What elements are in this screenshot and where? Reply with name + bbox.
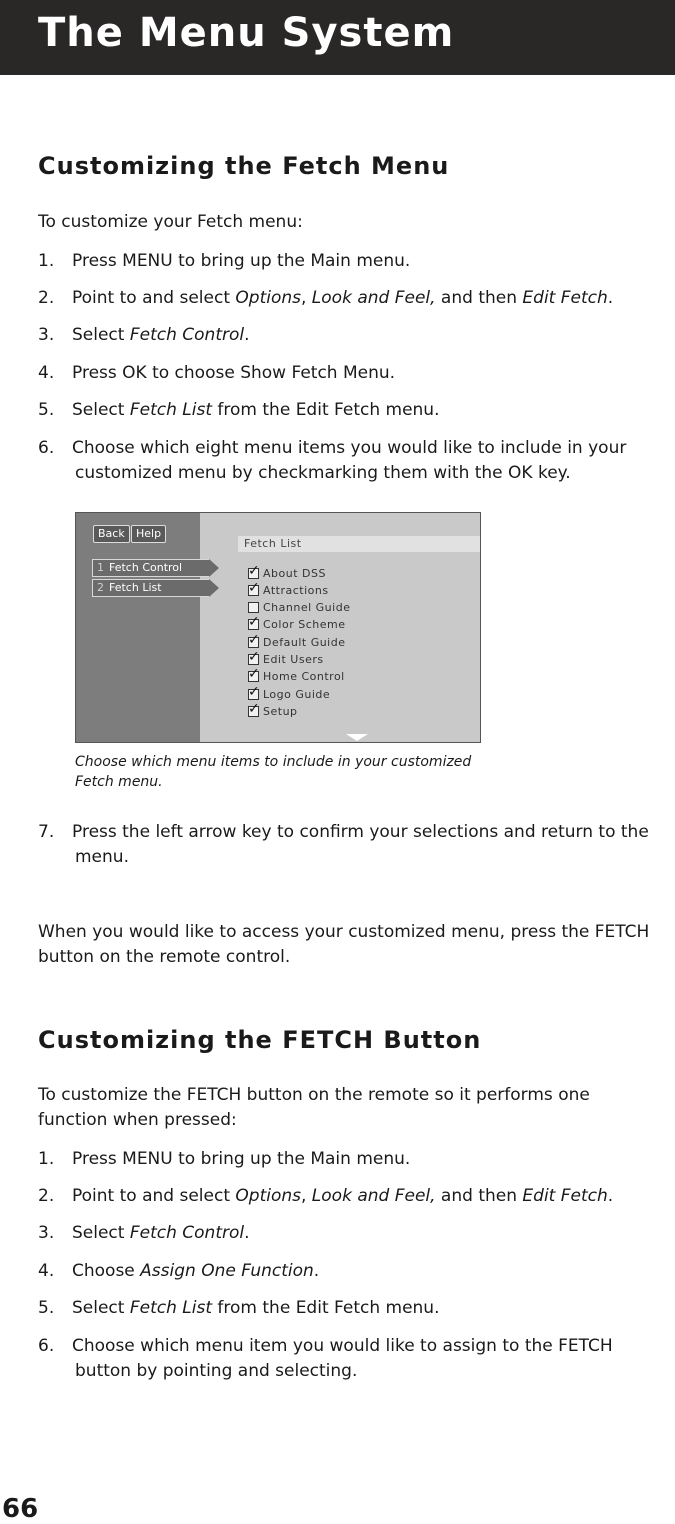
list-item-label: Color Scheme — [263, 618, 346, 631]
checkmark-icon: ✓ — [248, 701, 261, 717]
step-text: Press the left arrow key to confirm your selections and return to the — [72, 822, 649, 842]
list-item[interactable] — [248, 701, 298, 721]
nav-number: 2 — [97, 581, 104, 594]
list-item-label: About DSS — [263, 567, 326, 580]
step-item — [38, 820, 668, 870]
step-text: Choose — [72, 1261, 141, 1281]
step-number: 2. — [38, 288, 55, 308]
step-text: Press MENU to bring up the Main menu. — [72, 251, 411, 271]
step-number: 4. — [38, 363, 55, 383]
screen-left-panel — [76, 513, 200, 742]
checkmark-icon: ✓ — [248, 563, 261, 579]
step-item — [38, 1259, 668, 1284]
list-item-label: Edit Users — [263, 653, 324, 666]
step-item — [38, 249, 668, 274]
step-number: 1. — [38, 1149, 55, 1169]
step-text: from the Edit Fetch menu. — [212, 400, 440, 420]
list-item-label: Attractions — [263, 584, 329, 597]
checkbox[interactable] — [248, 649, 261, 665]
step-emphasis: Fetch List — [129, 400, 213, 420]
nav-label: Fetch Control — [109, 561, 183, 574]
back-button[interactable]: Back — [93, 525, 130, 543]
step-text: and then — [435, 1186, 523, 1206]
step-text: Select — [72, 1298, 130, 1318]
step-item — [38, 398, 668, 423]
step-item — [38, 286, 668, 311]
intro-text: To customize your Fetch menu: — [38, 212, 303, 232]
step-number: 5. — [38, 1298, 55, 1318]
checkbox[interactable] — [248, 701, 261, 717]
checkbox[interactable] — [248, 580, 261, 596]
list-item-label: Setup — [263, 705, 298, 718]
checkbox[interactable] — [248, 602, 259, 613]
step-text-continued: menu. — [75, 847, 129, 867]
nav-number: 1 — [97, 561, 104, 574]
step-number: 2. — [38, 1186, 55, 1206]
checkmark-icon: ✓ — [248, 649, 261, 665]
step-text: . — [313, 1261, 320, 1281]
step-number: 5. — [38, 400, 55, 420]
step-number: 3. — [38, 325, 55, 345]
step-number: 7. — [38, 822, 55, 842]
nav-pointer-arrow — [209, 559, 219, 577]
step-text: . — [244, 325, 250, 345]
list-item-label: Home Control — [263, 670, 345, 683]
step-emphasis: Fetch List — [129, 1298, 213, 1318]
step-number: 6. — [38, 438, 55, 458]
help-button[interactable]: Help — [131, 525, 166, 543]
step-number: 6. — [38, 1336, 55, 1356]
step-text: Point to and select — [72, 288, 236, 308]
section-title-fetch-menu: Customizing the Fetch Menu — [38, 152, 450, 180]
step-text-continued: button by pointing and selecting. — [75, 1361, 358, 1381]
page-number: 66 — [2, 1494, 39, 1524]
outro-line: button on the remote control. — [38, 947, 291, 967]
step-text: Select — [72, 325, 130, 345]
step-emphasis: Edit Fetch — [522, 288, 608, 308]
outro-line: When you would like to access your customized menu, press the FETCH — [38, 922, 650, 942]
step-emphasis: Look and Feel, — [311, 1186, 436, 1206]
checkmark-icon: ✓ — [248, 684, 261, 700]
scroll-down-arrow-icon — [346, 734, 368, 741]
page-title: The Menu System — [38, 10, 455, 56]
list-item-label: Logo Guide — [263, 688, 331, 701]
step-text: , — [300, 1186, 312, 1206]
step-item — [38, 1184, 668, 1209]
step-item — [38, 1296, 668, 1321]
step-emphasis: Options — [235, 1186, 301, 1206]
list-item[interactable] — [248, 600, 350, 617]
checkmark-icon: ✓ — [248, 614, 261, 630]
list-item[interactable] — [248, 632, 346, 652]
step-item — [38, 1147, 668, 1172]
list-item[interactable] — [248, 684, 331, 704]
step-number: 1. — [38, 251, 55, 271]
step-text: Press MENU to bring up the Main menu. — [72, 1149, 411, 1169]
nav-item-fetch-list[interactable] — [92, 579, 210, 597]
step-text: Press OK to choose Show Fetch Menu. — [72, 363, 396, 383]
step-text: from the Edit Fetch menu. — [212, 1298, 440, 1318]
checkbox[interactable] — [248, 563, 261, 579]
checkbox[interactable] — [248, 666, 261, 682]
checkbox[interactable] — [248, 684, 261, 700]
step-item — [38, 1221, 668, 1246]
step-emphasis: Look and Feel, — [311, 288, 436, 308]
caption-line: Fetch menu. — [75, 774, 163, 790]
step-emphasis: Assign One Function — [140, 1261, 314, 1281]
list-item[interactable] — [248, 614, 346, 634]
checkbox[interactable] — [248, 632, 261, 648]
list-item-label: Channel Guide — [263, 601, 351, 614]
nav-label: Fetch List — [109, 581, 162, 594]
list-item-label: Default Guide — [263, 636, 346, 649]
outro-text — [38, 920, 668, 970]
checkmark-icon: ✓ — [248, 666, 261, 682]
list-item[interactable] — [248, 666, 345, 686]
step-text: Select — [72, 400, 130, 420]
section-title-fetch-button: Customizing the FETCH Button — [38, 1026, 482, 1054]
step-text: Choose which eight menu items you would like to include in your — [72, 438, 627, 458]
step-text: . — [244, 1223, 250, 1243]
step-text: , — [300, 288, 312, 308]
checkmark-icon: ✓ — [248, 632, 261, 648]
step-text-continued: customized menu by checkmarking them with the OK key. — [75, 463, 571, 483]
nav-item-fetch-control[interactable] — [92, 559, 210, 577]
step-text: . — [607, 288, 614, 308]
step-emphasis: Options — [235, 288, 301, 308]
fetch-list-header: Fetch List — [238, 536, 481, 552]
step-item — [38, 1334, 668, 1384]
nav-pointer-arrow — [209, 579, 219, 597]
caption-line: Choose which menu items to include in your customized — [75, 754, 472, 770]
checkmark-icon: ✓ — [248, 580, 261, 596]
step-number: 3. — [38, 1223, 55, 1243]
step-emphasis: Edit Fetch — [522, 1186, 608, 1206]
step-text: Choose which menu item you would like to assign to the FETCH — [72, 1336, 613, 1356]
checkbox[interactable] — [248, 614, 261, 630]
step-item — [38, 323, 668, 348]
list-item[interactable] — [248, 580, 329, 600]
intro-line: To customize the FETCH button on the remote so it performs one — [38, 1085, 590, 1105]
intro-line: function when pressed: — [38, 1110, 237, 1130]
step-text: Select — [72, 1223, 130, 1243]
step-item — [38, 361, 668, 386]
step-text: and then — [435, 288, 523, 308]
header-banner — [0, 0, 675, 75]
step-emphasis: Fetch Control — [129, 1223, 245, 1243]
step-text: Point to and select — [72, 1186, 236, 1206]
step-text: . — [607, 1186, 614, 1206]
step-item — [38, 436, 668, 486]
step-number: 4. — [38, 1261, 55, 1281]
figure-caption — [75, 752, 535, 792]
step-emphasis: Fetch Control — [129, 325, 245, 345]
intro-text — [38, 1083, 668, 1133]
fetch-list-screen — [75, 512, 481, 743]
